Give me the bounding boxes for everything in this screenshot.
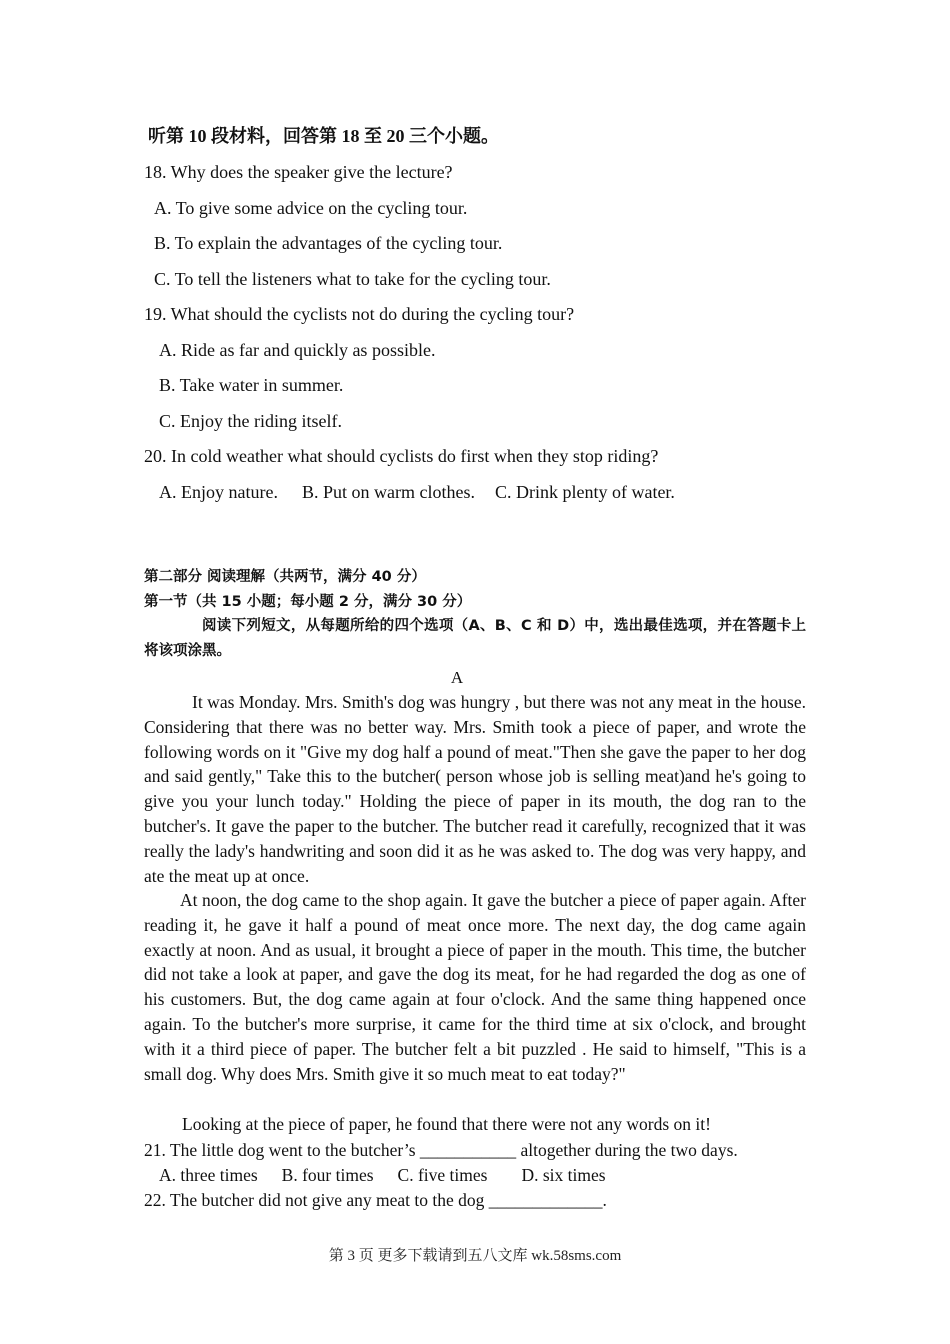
passage-letter: A — [450, 668, 464, 687]
q21-option-b: B. four times — [281, 1165, 374, 1185]
question-20: 20. In cold weather what should cyclists do first when they stop riding? — [144, 446, 659, 466]
listening-section-title: 听第 10 段材料，回答第 18 至 20 三个小题。 — [148, 126, 499, 146]
passage-paragraph-3: Looking at the piece of paper, he found that there were not any words on it! — [182, 1114, 711, 1134]
q21-option-c: C. five times — [397, 1165, 488, 1185]
question-19: 19. What should the cyclists not do during the cycling tour? — [144, 304, 575, 324]
q21-option-a: A. three times — [159, 1165, 258, 1185]
q20-option-c: C. Drink plenty of water. — [494, 482, 675, 502]
page-footer: 第 3 页 更多下载请到五八文库 wk.58sms.com — [328, 1248, 622, 1264]
q21-option-d: D. six times — [521, 1165, 606, 1185]
passage-paragraph-2: At noon, the dog came to the shop again. It gave the butcher a piece of paper again. After reading it, he gave it half a pound of meat once more. The next day, the dog came again exactly at noon. And as usual, it brought a piece of paper in the mouth. This time, the butcher did not take a look at paper, and gave the dog its meat, for he had regarded the dog as one of his customers. But, the dog came again at four o'clock. And the same thing happened once again. To the butcher's more surprise, it came for the third time at six o'clock, and brought with it a third piece of paper. The butcher felt a bit puzzled . He said to himself, "This is a small dog. Why does Mrs. Smith give it so much meat to eat today?" — [144, 890, 806, 1084]
q20-option-a: A. Enjoy nature. — [159, 482, 278, 502]
q19-option-c: C. Enjoy the riding itself. — [159, 411, 342, 431]
q21-options — [159, 1164, 606, 1186]
reading-part-title: 第二部分 阅读理解（共两节，满分 40 分） — [144, 569, 426, 585]
q20-options — [159, 482, 675, 502]
question-18: 18. Why does the speaker give the lecture? — [144, 162, 453, 182]
q19-option-b: B. Take water in summer. — [159, 375, 344, 395]
reading-instructions: 阅读下列短文，从每题所给的四个选项（A、B、C 和 D）中，选出最佳选项，并在答题卡上将该项涂黑。 — [144, 618, 806, 659]
q20-option-b: B. Put on warm clothes. — [301, 482, 475, 502]
q18-option-a: A. To give some advice on the cycling tour. — [154, 198, 468, 218]
question-21: 21. The little dog went to the butcher’s ___________ altogether during the two days. — [144, 1140, 738, 1160]
reading-section-title: 第一节（共 15 小题；每小题 2 分，满分 30 分） — [144, 594, 472, 610]
question-22: 22. The butcher did not give any meat to the dog _____________. — [144, 1190, 607, 1210]
passage-paragraph-1: It was Monday. Mrs. Smith's dog was hungry , but there was not any meat in the house. Considering that there was no better way. Mrs. Smith took a piece of paper, and wrote the following words on it "Give my dog half a pound of meat."Then she gave the paper to her dog and said gently," Take this to the butcher( person whose job is selling meat)and he's going to give you your lunch today." Holding the piece of paper in its mouth, the dog ran to the butcher's. It gave the paper to the butcher. The butcher read it carefully, recognized that it was really the lady's handwriting and soon did it as he was asked to. The dog was very happy, and ate the meat up at once. — [144, 692, 806, 886]
q19-option-a: A. Ride as far and quickly as possible. — [159, 340, 436, 360]
q18-option-b: B. To explain the advantages of the cycling tour. — [154, 233, 503, 253]
q18-option-c: C. To tell the listeners what to take for the cycling tour. — [154, 269, 551, 289]
